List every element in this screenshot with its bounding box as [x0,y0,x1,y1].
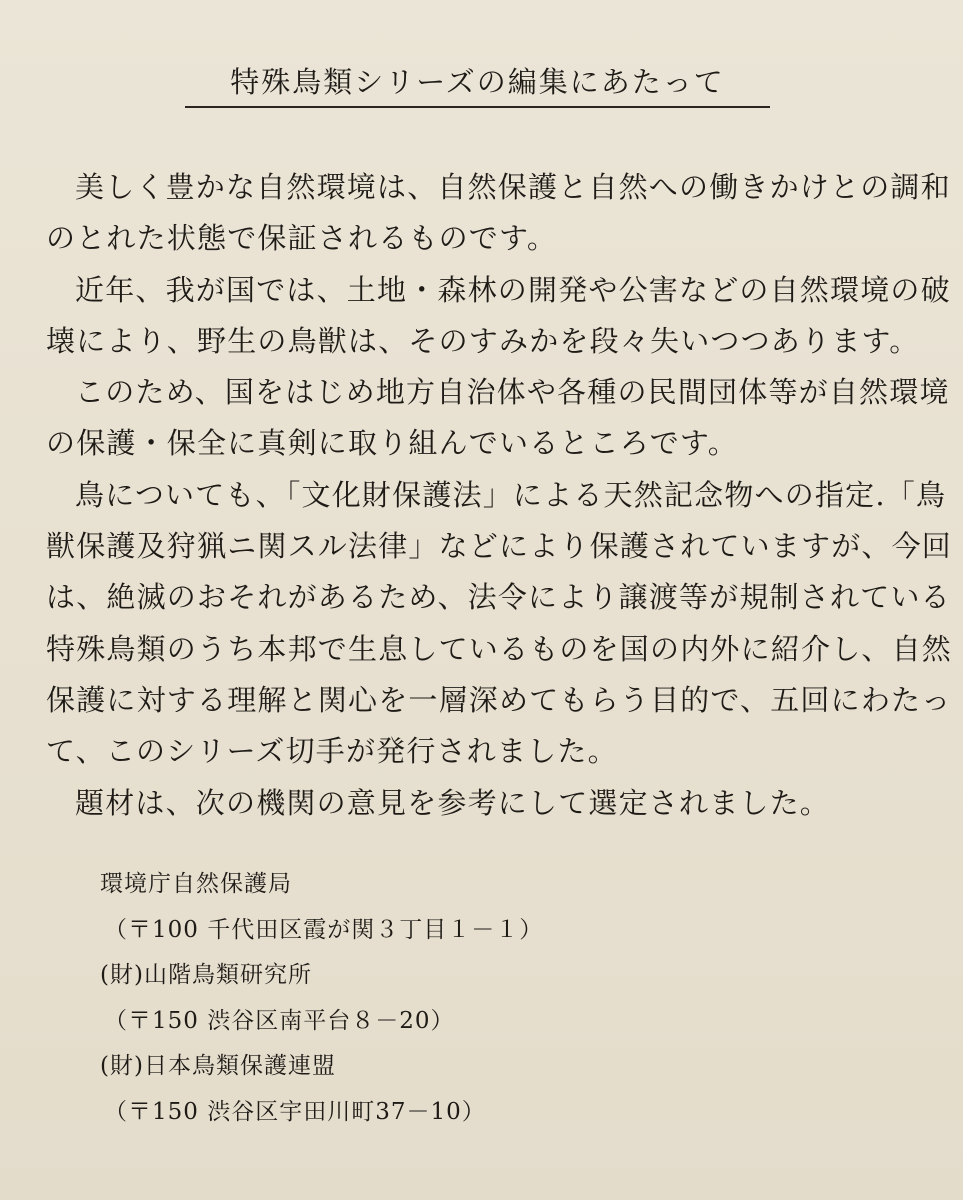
title-underline [185,106,770,108]
text-line: のとれた状態で保証されるものです。 [46,221,558,256]
text-line: 題材は、次の機関の意見を参考にして選定されました。 [75,785,831,820]
text-line: は、絶滅のおそれがあるため、法令により譲渡等が規制されている [46,580,951,615]
text-line: 壊により、野生の鳥獣は、そのすみかを段々失いつつあります。 [46,323,920,358]
organization-name: (財)日本鳥類保護連盟 [100,1053,336,1079]
organization-address: （〒150 渋谷区宇田川町37－10） [104,1098,486,1125]
paragraph [46,162,951,265]
text-line: 美しく豊かな自然環境は、自然保護と自然への働きかけとの調和 [75,170,951,204]
text-line: 獣保護及狩猟ニ関スル法律」などにより保護されていますが、今回 [46,529,953,564]
paragraph [46,778,926,829]
organization-name: (財)山階鳥類研究所 [100,962,312,988]
organization-name: 環境庁自然保護局 [100,871,292,897]
text-line: 特殊鳥類のうち本邦で生息しているものを国の内外に紹介し、自然 [46,631,953,666]
paragraph [46,265,951,368]
text-line: て、このシリーズ切手が発行されました。 [46,734,618,769]
paragraph [46,367,950,470]
text-line: 鳥についても、「文化財保護法」による天然記念物への指定.「鳥 [75,477,947,512]
organization-list [100,862,880,1135]
body-text [46,162,953,829]
text-line: 保護に対する理解と関心を一層深めてもらう目的で、五回にわたっ [46,682,952,717]
organization-address: （〒150 渋谷区南平台８－20） [104,1007,455,1034]
text-line: このため、国をはじめ地方自治体や各種の民間団体等が自然環境 [75,375,950,410]
paragraph [46,470,953,778]
text-line: の保護・保全に真剣に取り組んでいるところです。 [46,426,738,461]
page-title: 特殊鳥類シリーズの編集にあたって [230,65,725,99]
organization-address: （〒100 千代田区霞が関３丁目１－１） [104,916,544,943]
text-line: 近年、我が国では、土地・森林の開発や公害などの自然環境の破 [75,272,951,307]
